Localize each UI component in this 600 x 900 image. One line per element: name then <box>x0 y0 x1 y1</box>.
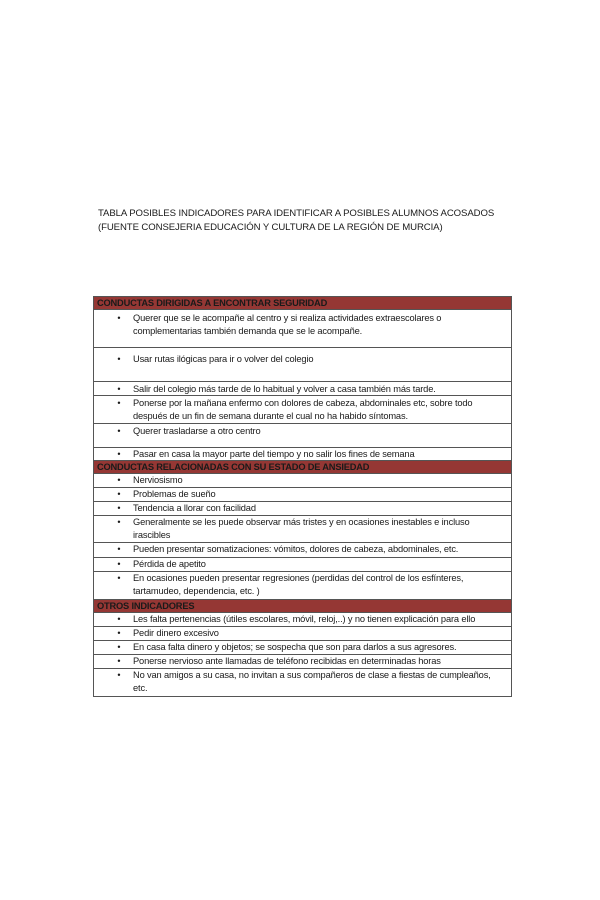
table-row <box>94 668 511 696</box>
row-text: Querer trasladarse a otro centro <box>133 426 261 436</box>
document-title: TABLA POSIBLES INDICADORES PARA IDENTIFICAR A POSIBLES ALUMNOS ACOSADOS (FUENTE CONSEJERIA EDUCACIÓN Y CULTURA DE LA REGIÓN DE MURCIA) <box>98 208 495 233</box>
table-row <box>94 626 511 640</box>
bullet-icon: • <box>117 354 121 364</box>
table-row <box>94 542 511 557</box>
bullet-icon: • <box>117 384 121 394</box>
table-row <box>94 447 511 460</box>
bullet-icon: • <box>117 544 121 554</box>
bullet-icon: • <box>117 489 121 499</box>
row-text: Ponerse nervioso ante llamadas de teléfono recibidas en determinadas horas <box>133 656 441 666</box>
bullet-icon: • <box>117 475 121 485</box>
row-text: Les falta pertenencias (útiles escolares, móvil, reloj,..) y no tienen explicación para ello <box>133 614 476 624</box>
row-text: Usar rutas ilógicas para ir o volver del colegio <box>133 354 314 364</box>
section-header-ansiedad: CONDUCTAS RELACIONADAS CON SU ESTADO DE ANSIEDAD <box>94 460 511 474</box>
row-text: Pueden presentar somatizaciones: vómitos, dolores de cabeza, abdominales, etc. <box>133 544 459 554</box>
table-row <box>94 423 511 447</box>
indicators-table <box>93 296 512 697</box>
table-row <box>94 395 511 423</box>
row-text: Pérdida de apetito <box>133 559 206 569</box>
table-row <box>94 640 511 654</box>
bullet-icon: • <box>117 398 121 408</box>
table-row <box>94 310 511 347</box>
row-text: Problemas de sueño <box>133 489 216 499</box>
bullet-icon: • <box>117 449 121 459</box>
table-row <box>94 347 511 381</box>
section-header-otros: OTROS INDICADORES <box>94 599 511 613</box>
row-text: Pasar en casa la mayor parte del tiempo y no salir los fines de semana <box>133 449 415 459</box>
bullet-icon: • <box>117 559 121 569</box>
table-row <box>94 613 511 626</box>
row-text: Generalmente se les puede observar más tristes y en ocasiones inestables e incluso irascibles <box>133 517 470 540</box>
table-row <box>94 474 511 487</box>
bullet-icon: • <box>117 426 121 436</box>
table-row <box>94 571 511 599</box>
bullet-icon: • <box>117 642 121 652</box>
row-text: Querer que se le acompañe al centro y si realiza actividades extraescolares o complementarias también demanda que se le acompañe. <box>133 313 442 336</box>
bullet-icon: • <box>117 573 121 583</box>
table-row <box>94 557 511 571</box>
row-text: En ocasiones pueden presentar regresiones (perdidas del control de los esfínteres, tartamudeo, dependencia, etc. ) <box>133 573 464 596</box>
row-text: Salir del colegio más tarde de lo habitual y volver a casa también más tarde. <box>133 384 436 394</box>
row-text: Pedir dinero excesivo <box>133 628 219 638</box>
table-row <box>94 487 511 501</box>
row-text: En casa falta dinero y objetos; se sospecha que son para darlos a sus agresores. <box>133 642 457 652</box>
row-text: No van amigos a su casa, no invitan a sus compañeros de clase a fiestas de cumpleaños, etc. <box>133 670 491 693</box>
bullet-icon: • <box>117 503 121 513</box>
section-header-seguridad: CONDUCTAS DIRIGIDAS A ENCONTRAR SEGURIDAD <box>94 296 511 310</box>
bullet-icon: • <box>117 614 121 624</box>
table-row <box>94 501 511 515</box>
row-text: Ponerse por la mañana enfermo con dolores de cabeza, abdominales etc, sobre todo después de un fin de semana durante el cual no ha habido síntomas. <box>133 398 473 421</box>
row-text: Nerviosismo <box>133 475 183 485</box>
row-text: Tendencia a llorar con facilidad <box>133 503 256 513</box>
table-row <box>94 381 511 395</box>
bullet-icon: • <box>117 656 121 666</box>
table-row <box>94 515 511 542</box>
bullet-icon: • <box>117 670 121 680</box>
bullet-icon: • <box>117 313 121 323</box>
bullet-icon: • <box>117 517 121 527</box>
table-row <box>94 654 511 668</box>
bullet-icon: • <box>117 628 121 638</box>
